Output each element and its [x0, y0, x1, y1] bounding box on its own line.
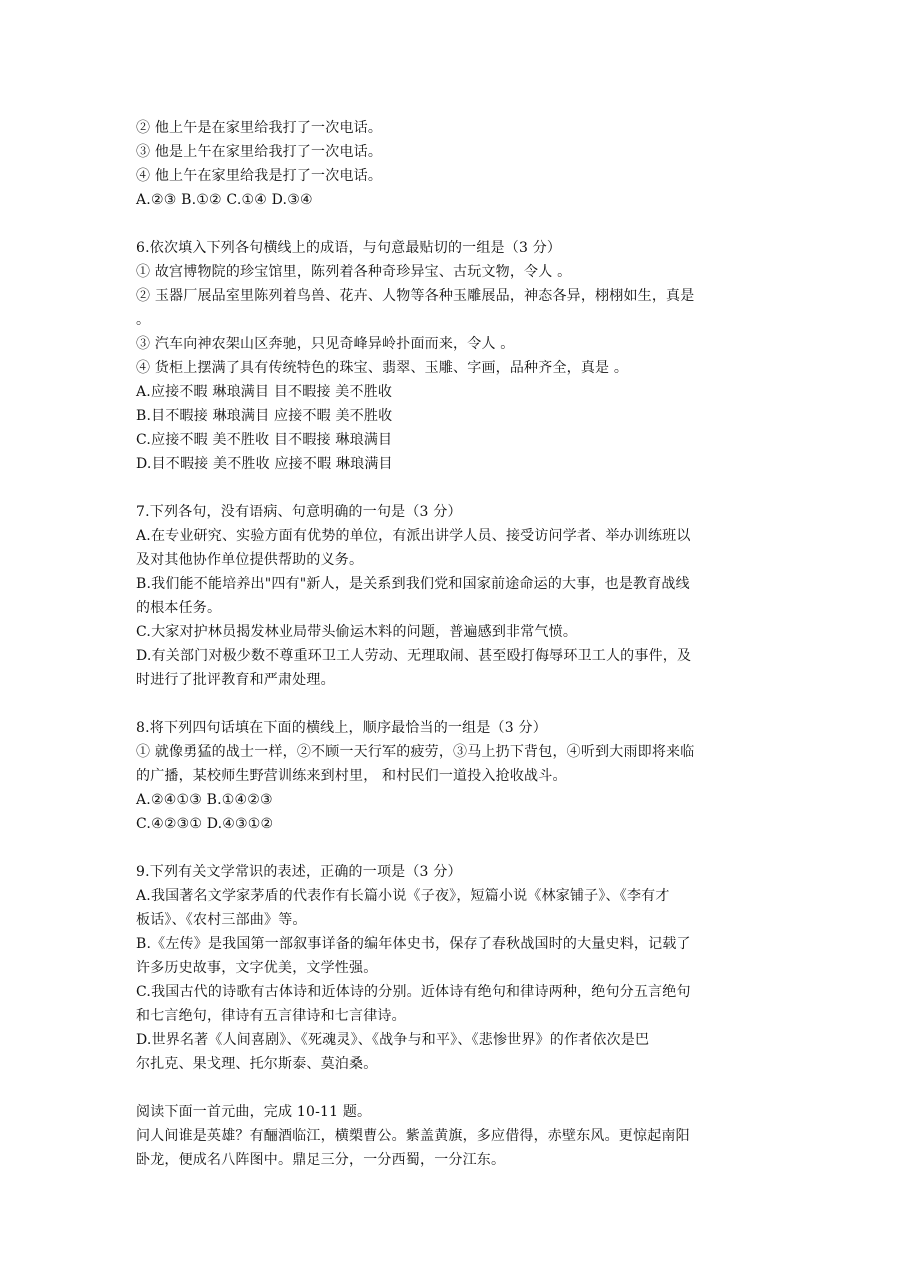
- answer-choices: A.②④①③ B.①④②③: [136, 792, 273, 808]
- answer-option: C.应接不暇 美不胜收 目不暇接 琳琅满目: [136, 432, 393, 448]
- text-line: ④ 货柜上摆满了具有传统特色的珠宝、翡翠、玉雕、字画，品种齐全，真是 。: [136, 360, 629, 376]
- paragraph-gap: [136, 1076, 776, 1100]
- text-line: ③ 汽车向神农架山区奔驰，只见奇峰异岭扑面而来，令人 。: [136, 336, 515, 352]
- answer-choices: A.②③ B.①② C.①④ D.③④: [136, 192, 313, 208]
- paragraph-gap: [136, 836, 776, 860]
- question-8: [136, 716, 776, 836]
- answer-option: D.世界名著《人间喜剧》、《死魂灵》、《战争与和平》、《悲惨世界》的作者依次是巴: [136, 1032, 650, 1048]
- question-stem: 8.将下列四句话填在下面的横线上，顺序最恰当的一组是（3 分）: [136, 720, 547, 736]
- answer-option: C.大家对护林员揭发林业局带头偷运木料的问题，普遍感到非常气愤。: [136, 624, 578, 640]
- text-line: ② 玉器厂展品室里陈列着鸟兽、花卉、人物等各种玉雕展品，神态各异，栩栩如生，真是: [136, 288, 695, 304]
- reading-passage: [136, 1100, 776, 1172]
- answer-option: A.应接不暇 琳琅满目 目不暇接 美不胜收: [136, 384, 393, 400]
- answer-choices: C.④②③① D.④③①②: [136, 816, 274, 832]
- text-line: 的根本任务。: [136, 600, 222, 616]
- poem-line: 问人间谁是英雄？有酾酒临江，横槊曹公。紫盖黄旗，多应借得，赤壁东风。更惊起南阳: [136, 1128, 690, 1144]
- answer-option: C.我国古代的诗歌有古体诗和近体诗的分别。近体诗有绝句和律诗两种，绝句分五言绝句: [136, 984, 691, 1000]
- text-line: ④ 他上午在家里给我是打了一次电话。: [136, 168, 383, 184]
- question-6: [136, 236, 776, 476]
- answer-option: D.目不暇接 美不胜收 应接不暇 琳琅满目: [136, 456, 393, 472]
- text-line: 许多历史故事，文字优美，文学性强。: [136, 960, 378, 976]
- answer-option: B.目不暇接 琳琅满目 应接不暇 美不胜收: [136, 408, 393, 424]
- question-5-options-block: [136, 116, 776, 212]
- text-line: 尔扎克、果戈理、托尔斯泰、莫泊桑。: [136, 1056, 378, 1072]
- document-page: [136, 116, 776, 1172]
- reading-instruction: 阅读下面一首元曲，完成 10-11 题。: [136, 1104, 372, 1120]
- answer-option: D.有关部门对极少数不尊重环卫工人劳动、无理取闹、甚至殴打侮辱环卫工人的事件，及: [136, 648, 692, 664]
- text-line: ② 他上午是在家里给我打了一次电话。: [136, 120, 383, 136]
- answer-option: B.《左传》是我国第一部叙事详备的编年体史书，保存了春秋战国时的大量史料，记载了: [136, 936, 691, 952]
- text-line: 和七言绝句，律诗有五言律诗和七言律诗。: [136, 1008, 406, 1024]
- paragraph-gap: [136, 476, 776, 500]
- text-line: ③ 他是上午在家里给我打了一次电话。: [136, 144, 383, 160]
- text-line: ① 故宫博物院的珍宝馆里，陈列着各种奇珍异宝、古玩文物，令人 。: [136, 264, 572, 280]
- answer-option: A.在专业研究、实验方面有优势的单位，有派出讲学人员、接受访问学者、举办训练班以: [136, 528, 691, 544]
- poem-line: 卧龙，便成名八阵图中。鼎足三分，一分西蜀，一分江东。: [136, 1152, 506, 1168]
- question-stem: 7.下列各句，没有语病、句意明确的一句是（3 分）: [136, 504, 462, 520]
- text-line: 时进行了批评教育和严肃处理。: [136, 672, 335, 688]
- paragraph-gap: [136, 212, 776, 236]
- question-stem: 9.下列有关文学常识的表述，正确的一项是（3 分）: [136, 864, 462, 880]
- text-line: 板话》、《农村三部曲》等。: [136, 912, 307, 928]
- answer-option: A.我国著名文学家茅盾的代表作有长篇小说《子夜》，短篇小说《林家铺子》、《李有才: [136, 888, 670, 904]
- text-line: 的广播，某校师生野营训练来到村里， 和村民们一道投入抢收战斗。: [136, 768, 567, 784]
- paragraph-gap: [136, 692, 776, 716]
- question-stem: 6.依次填入下列各句横线上的成语，与句意最贴切的一组是（3 分）: [136, 240, 562, 256]
- text-line: ① 就像勇猛的战士一样，②不顾一天行军的疲劳，③马上扔下背包，④听到大雨即将来临: [136, 744, 695, 760]
- text-line: 。: [136, 312, 151, 328]
- answer-option: B.我们能不能培养出"四有"新人，是关系到我们党和国家前途命运的大事，也是教育战线: [136, 576, 690, 592]
- text-line: 及对其他协作单位提供帮助的义务。: [136, 552, 364, 568]
- question-9: [136, 860, 776, 1076]
- question-7: [136, 500, 776, 692]
